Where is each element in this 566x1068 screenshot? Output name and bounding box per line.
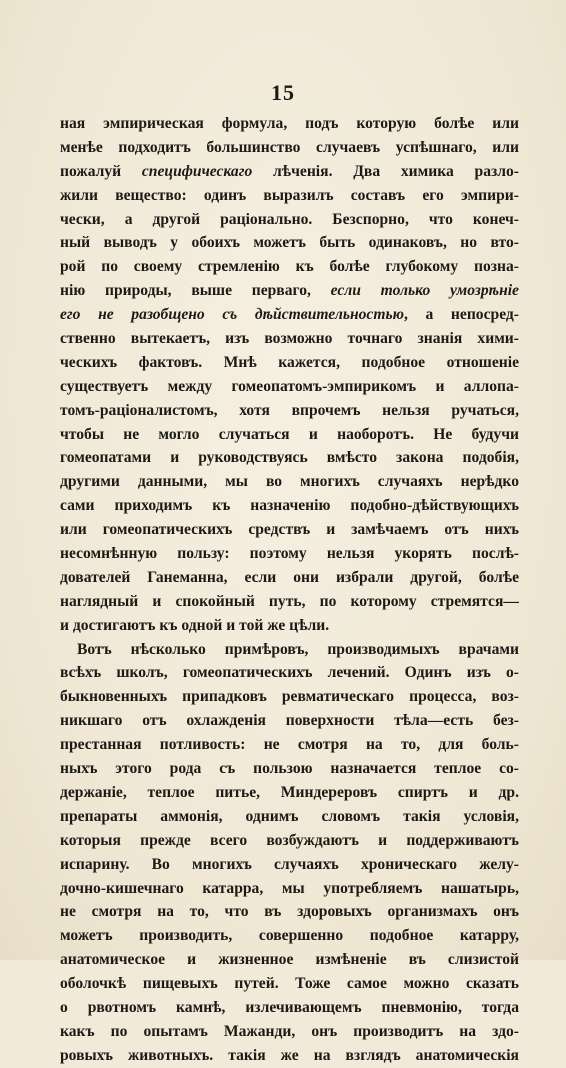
- text-line: [60, 255, 519, 279]
- text-line: [60, 829, 519, 853]
- text-run: томъ-раціоналистомъ, хотя впрочемъ нельзя ручаться,: [60, 401, 519, 419]
- text-line: [60, 303, 519, 327]
- text-line: [60, 1044, 519, 1068]
- text-run: ная эмпирическая формула, подъ которую болѣе или: [60, 115, 519, 132]
- text-line: [60, 160, 519, 184]
- text-run: можетъ производить, совершенно подобное катарру,: [60, 927, 519, 945]
- text-run: не смотря на то, что въ здоровыхъ организмахъ онъ: [60, 903, 519, 921]
- text-line: [60, 614, 519, 638]
- text-run: ныхъ этого рода съ пользою назначается теплое со-: [60, 760, 519, 778]
- text-run: держаніе, теплое питье, Миндереровъ спиртъ и др.: [60, 783, 519, 801]
- text-run: , а непосред-: [403, 306, 519, 324]
- text-run: о рвотномъ камнѣ, излечивающемъ пневмонію, тогда: [60, 998, 519, 1016]
- text-line: [60, 972, 519, 996]
- text-run: несомнѣнную пользу: поэтому нельзя укорять послѣ-: [60, 545, 519, 563]
- text-line: [60, 900, 519, 924]
- text-run: Вотъ нѣсколько примѣровъ, производимыхъ врачами: [77, 640, 519, 658]
- text-line: [60, 948, 519, 972]
- text-run: чтобы не могло случаться и наоборотъ. Не будучи: [60, 425, 519, 443]
- text-run: ственно вытекаетъ, изъ возможно точнаго знанія хими-: [60, 330, 519, 348]
- text-run: другими данными, мы во многихъ случаяхъ нерѣдко: [60, 473, 519, 491]
- text-line: [60, 518, 519, 542]
- italic-text: специфическаго: [141, 162, 253, 180]
- page-number: 15: [271, 80, 295, 105]
- text-line: [60, 924, 519, 948]
- text-run: сами приходимъ къ назначенію подобно-дѣйствующихъ: [60, 497, 519, 515]
- text-run: ровыхъ животныхъ. такія же на взглядъ анатомическія: [60, 1046, 519, 1064]
- text-run: дователей Ганеманна, если они избрали другой, болѣе: [60, 568, 519, 586]
- text-line: [60, 423, 519, 447]
- text-run: ческихъ фактовъ. Мнѣ кажется, подобное отношеніе: [60, 353, 519, 371]
- text-run: существуетъ между гомеопатомъ-эмпирикомъ и аллопа-: [60, 377, 519, 395]
- text-run: жили вещество: одинъ выразилъ составъ его эмпири-: [60, 186, 519, 204]
- text-run: и достигаютъ къ одной и той же цѣли.: [60, 616, 330, 634]
- text-line: [60, 327, 519, 351]
- body-text: [60, 112, 519, 1068]
- text-line: [60, 470, 519, 494]
- text-line: [60, 1020, 519, 1044]
- text-run: нію природы, выше перваго,: [60, 282, 331, 300]
- text-run: никшаго отъ охлажденія поверхности тѣла—есть без-: [60, 712, 519, 730]
- text-line: [60, 136, 519, 160]
- text-line: [60, 733, 519, 757]
- text-line: [60, 184, 519, 208]
- text-run: чески, а другой раціонально. Безспорно, что конеч-: [60, 210, 519, 228]
- text-line: [60, 279, 519, 303]
- text-run: рой по своему стремленію къ болѣе глубокому позна-: [60, 258, 519, 276]
- text-run: ный выводъ у обоихъ можетъ быть одинаковъ, но вто-: [60, 234, 519, 252]
- text-line: [60, 853, 519, 877]
- text-run: которыя прежде всего возбуждаютъ и поддерживаютъ: [60, 831, 519, 849]
- italic-text: его не разобщено съ дѣйствительностью: [60, 306, 404, 324]
- text-run: или гомеопатическихъ средствъ и замѣчаемъ отъ нихъ: [60, 521, 519, 539]
- text-line: [60, 685, 519, 709]
- text-line: [60, 399, 519, 423]
- text-line: [60, 661, 519, 685]
- text-run: гомеопатами и руководствуясь вмѣсто закона подобія,: [60, 449, 519, 467]
- text-run: престанная потливость: не смотря на то, для боль-: [60, 736, 519, 754]
- text-line: [60, 757, 519, 781]
- text-line: [60, 781, 519, 805]
- text-line: [60, 375, 519, 399]
- text-line: [60, 638, 519, 662]
- text-run: менѣе подходитъ большинство случаевъ успѣшнаго, или: [60, 138, 519, 156]
- text-line: [60, 566, 519, 590]
- text-line: [60, 709, 519, 733]
- text-run: какъ по опытамъ Мажанди, онъ производитъ на здо-: [60, 1022, 519, 1040]
- text-run: пожалуй: [60, 162, 142, 180]
- text-line: [60, 231, 519, 255]
- text-line: [60, 494, 519, 518]
- text-run: препараты аммонія, однимъ словомъ такія условія,: [60, 807, 519, 825]
- text-line: [60, 112, 519, 136]
- text-run: всѣхъ школъ, гомеопатическихъ лечений. Одинъ изъ о-: [60, 664, 519, 682]
- text-run: лѣченія. Два химика разло-: [252, 162, 519, 180]
- text-run: быкновенныхъ припадковъ ревматическаго процесса, воз-: [60, 688, 519, 706]
- italic-text: если только умозрѣніе: [330, 282, 519, 300]
- text-line: [60, 590, 519, 614]
- text-line: [60, 208, 519, 232]
- text-line: [60, 351, 519, 375]
- text-run: испарину. Во многихъ случаяхъ хроническаго желу-: [60, 855, 519, 873]
- text-line: [60, 542, 519, 566]
- text-line: [60, 877, 519, 901]
- text-line: [60, 805, 519, 829]
- text-run: анатомическое и жизненное измѣненіе въ слизистой: [60, 951, 519, 969]
- text-run: оболочкѣ пищевыхъ путей. Тоже самое можно сказать: [60, 975, 519, 993]
- text-line: [60, 446, 519, 470]
- text-run: дочно-кишечнаго катарра, мы употребляемъ нашатырь,: [60, 879, 519, 897]
- text-run: наглядный и спокойный путь, по которому стремятся—: [60, 592, 519, 610]
- text-line: [60, 996, 519, 1020]
